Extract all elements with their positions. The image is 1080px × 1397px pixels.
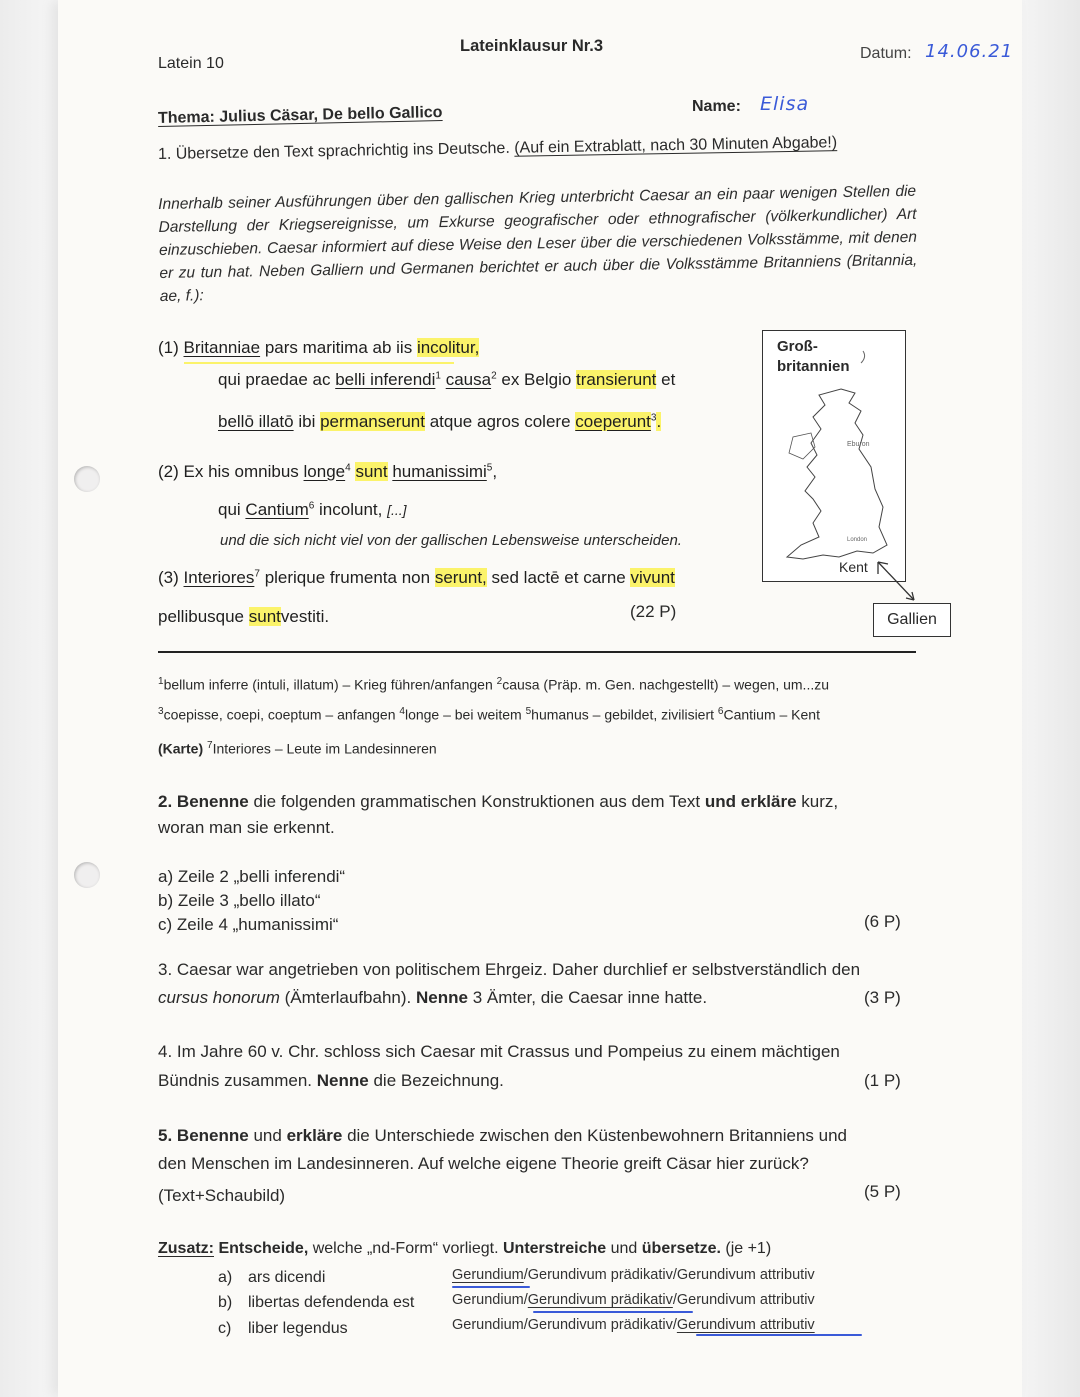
latin-word: qui praedae ac: [218, 370, 331, 389]
zusatz-item-c-phrase: liber legendus: [248, 1320, 348, 1337]
task2-item-b: b) Zeile 3 „bello illato“: [158, 891, 321, 910]
keyword: Nenne: [316, 1071, 369, 1090]
latin-line-4: [158, 462, 497, 482]
student-name: Elisa: [760, 93, 810, 115]
handwritten-underline: [533, 1311, 693, 1313]
divider-line: [158, 651, 916, 653]
footnote-ref: 4: [345, 462, 351, 474]
task4-line-2: [158, 1071, 504, 1091]
latin-word: pellibusque: [158, 607, 245, 626]
latin-line-2: [218, 370, 675, 390]
task-text: und: [610, 1240, 638, 1257]
britain-outline-icon: [763, 331, 905, 581]
exam-title: Lateinklausur Nr.3: [460, 37, 604, 55]
keyword: Entscheide,: [218, 1240, 309, 1257]
punch-hole-top: [74, 466, 100, 492]
option-selected[interactable]: Gerundium: [452, 1267, 524, 1283]
option-selected[interactable]: Gerundivum attributiv: [676, 1317, 815, 1333]
zusatz-item-a-options: [452, 1267, 815, 1283]
name-label: Name:: [692, 98, 741, 115]
footnote-text: longe – bei weitem: [404, 706, 526, 723]
zusatz-item-a-phrase: ars dicendi: [248, 1269, 326, 1286]
topic-heading: Thema: Julius Cäsar, De bello Gallico: [157, 104, 443, 127]
footnote-num: 7: [207, 740, 213, 751]
latin-verb-highlight: vivunt: [630, 568, 675, 587]
task2-item-c: c) Zeile 4 „humanissimi“: [158, 915, 339, 934]
footnote-ref: 1: [435, 370, 441, 382]
task2-line-1: [158, 792, 838, 812]
keyword: Benenne: [176, 792, 249, 811]
footnote-text: Interiores – Leute im Landesinneren: [212, 740, 437, 757]
latin-line-5: [218, 500, 407, 520]
task1-note: (Auf ein Extrablatt, nach 30 Minuten Abgabe!): [514, 134, 838, 157]
kent-label: Kent: [839, 559, 868, 575]
punctuation: ,: [492, 462, 498, 481]
latin-word: Ex his omnibus: [183, 462, 299, 481]
footnote-line-1: [158, 676, 829, 693]
keyword: erkläre: [286, 1126, 343, 1145]
footnote-line-2: [158, 706, 820, 723]
latin-word: belli inferendi: [335, 370, 436, 389]
footnote-ref: 6: [308, 500, 315, 512]
map-tiny-label: Eburon: [847, 441, 870, 448]
sentence-number: (3): [158, 568, 179, 587]
latin-word: atque agros colere: [429, 412, 571, 431]
footnote-bold: (Karte): [158, 740, 204, 757]
footnote-num: 6: [717, 706, 724, 717]
keyword: übersetze.: [641, 1240, 721, 1257]
latin-line-6-german: und die sich nicht viel von der gallischen Lebensweise unterscheiden.: [220, 532, 682, 549]
zusatz-item-b-phrase: libertas defendenda est: [248, 1294, 415, 1311]
zusatz-item-b-letter: b): [218, 1294, 233, 1311]
task4-points: (1 P): [864, 1071, 901, 1090]
footnote-text: bellum inferre (intuli, illatum) – Krieg führen/anfangen: [163, 676, 497, 693]
task1-text: 1. Übersetze den Text sprachrichtig ins Deutsche.: [157, 139, 510, 163]
latin-word: incolunt,: [319, 500, 383, 519]
zusatz-label: Zusatz:: [158, 1240, 214, 1257]
latin-verb-highlight: serunt,: [434, 568, 487, 587]
zusatz-item-c-options: [452, 1317, 815, 1333]
task1-intro: Innerhalb seiner Ausführungen über den gallischen Krieg unterbricht Caesar an ein paar wenigen Stellen die Darstellung der Kriegsereignisse, um Exkurse geografischer oder ethnografischer (völkerkundlicher) Art einzuschieben. Caesar informiert auf diese Weise den Leser über die verschiedenen Volksstämme, mit denen er zu tun hat. Neben Galliern und Germanen berichtet er auch über die Volksstämme Britanniens (Britannia, ae, f.):: [158, 182, 918, 305]
map-tiny-label-london: London: [847, 537, 868, 543]
scan-margin-left: [0, 0, 58, 1397]
task-number: 2.: [158, 792, 173, 811]
handwritten-underline: [696, 1334, 862, 1336]
latin-word: Britanniae: [183, 338, 261, 357]
keyword: erkläre: [740, 792, 797, 811]
latin-verb-highlight: sunt: [248, 607, 281, 626]
task5-line-3: (Text+Schaubild): [158, 1186, 286, 1205]
zusatz-heading: [158, 1240, 771, 1258]
task5-line-1: [158, 1126, 847, 1146]
latin-verb-highlight: permanserunt: [320, 412, 425, 431]
keyword: Benenne: [176, 1126, 249, 1145]
latin-word: sed lactē et carne: [491, 568, 626, 587]
task-number: 5.: [158, 1126, 173, 1145]
latin-line-3: [218, 412, 661, 432]
task-text: die Unterschiede zwischen den Küstenbewohnern Britanniens und: [347, 1126, 848, 1145]
footnote-num: 1: [158, 676, 164, 687]
task2-points: (6 P): [864, 912, 901, 931]
latin-word: bellō illatō: [218, 412, 294, 431]
date-label: Datum:: [860, 45, 912, 62]
footnote-text: humanus – gebildet, zivilisiert: [531, 706, 718, 723]
task-text: Bündnis zusammen.: [158, 1071, 313, 1090]
latin-word: causa: [445, 370, 492, 389]
sentence-number: (1): [158, 338, 179, 357]
latin-verb-highlight: incolitur,: [416, 338, 480, 357]
task3-line-1: 3. Caesar war angetrieben von politischem Ehrgeiz. Daher durchlief er selbstverständlich den: [158, 960, 861, 979]
footnote-num: 3: [158, 706, 164, 717]
task-text: welche „nd-Form“ vorliegt.: [312, 1240, 499, 1257]
task3-line-2: [158, 988, 707, 1008]
latin-line-1: [158, 338, 479, 358]
latin-word: qui: [218, 500, 241, 519]
latin-word: et: [661, 370, 676, 389]
footnote-ref: 3: [650, 412, 657, 424]
latin-verb-highlight: sunt: [355, 462, 388, 481]
latin-word: longe: [303, 462, 346, 481]
latin-word: plerique frumenta non: [264, 568, 431, 587]
footnote-text: coepisse, coepi, coeptum – anfangen: [163, 706, 400, 723]
option-rest[interactable]: /Gerundivum attributiv: [672, 1292, 815, 1308]
course-label: Latein 10: [158, 55, 224, 72]
latin-term: cursus honorum: [158, 988, 280, 1007]
task-text: 3 Ämter, die Caesar inne hatte.: [472, 988, 708, 1007]
task4-line-1: 4. Im Jahre 60 v. Chr. schloss sich Caesar mit Crassus und Pompeius zu einem mächtigen: [158, 1042, 840, 1061]
task2-line-2: woran man sie erkennt.: [158, 818, 335, 837]
keyword: und: [704, 792, 737, 811]
highlight-underline: [184, 362, 454, 364]
zusatz-item-b-options: [452, 1292, 815, 1308]
sentence-number: (2): [158, 462, 179, 481]
latin-line-8: [158, 607, 329, 627]
task5-points: (5 P): [864, 1182, 901, 1201]
task5-line-2: den Menschen im Landesinneren. Auf welche eigene Theorie greift Cäsar hier zurück?: [158, 1154, 809, 1173]
footnote-num: 5: [525, 706, 532, 717]
footnote-text: causa (Präp. m. Gen. nachgestellt) – wegen, um...zu: [502, 676, 830, 693]
zusatz-item-a-letter: a): [218, 1269, 233, 1286]
latin-word: Cantium: [245, 500, 309, 519]
latin-word: ab iis: [372, 338, 413, 357]
latin-word: ex Belgio: [501, 370, 572, 389]
task2-item-a: a) Zeile 2 „belli inferendi“: [158, 867, 346, 886]
task-text: und: [253, 1126, 282, 1145]
punch-hole-bottom: [74, 862, 100, 888]
footnote-num: 4: [399, 706, 405, 717]
latin-word: humanissimi: [392, 462, 487, 481]
task-text: die Bezeichnung.: [373, 1071, 504, 1090]
footnote-ref: 2: [491, 370, 497, 382]
latin-verb-highlight: coeperunt: [575, 412, 651, 431]
keyword: Unterstreiche: [503, 1240, 607, 1257]
option-selected[interactable]: Gerundivum prädikativ: [527, 1292, 673, 1308]
keyword: Nenne: [415, 988, 468, 1007]
task-text: (Ämterlaufbahn).: [284, 988, 412, 1007]
latin-word: Interiores: [183, 568, 255, 587]
gallien-box: Gallien: [873, 603, 951, 637]
option-rest[interactable]: Gerundium/Gerundivum prädikativ/: [452, 1317, 677, 1333]
task-text: (je +1): [725, 1240, 772, 1257]
scan-margin-right: [1022, 0, 1080, 1397]
zusatz-item-c-letter: c): [218, 1320, 232, 1337]
latin-verb-highlight: transierunt: [576, 370, 657, 389]
handwritten-underline: [452, 1286, 530, 1288]
latin-word: ibi: [298, 412, 316, 431]
task1-points: (22 P): [630, 602, 677, 621]
punctuation: .: [656, 412, 662, 431]
footnote-ref: 7: [254, 568, 260, 580]
footnote-ref: 5: [486, 462, 493, 474]
latin-word: pars maritima: [264, 338, 368, 357]
footnote-line-3: [158, 740, 437, 757]
task3-points: (3 P): [864, 988, 901, 1007]
task-text: die folgenden grammatischen Konstruktionen aus dem Text: [253, 792, 701, 811]
ellipsis: [...]: [387, 502, 407, 518]
date-value: 14.06.21: [925, 41, 1014, 62]
map-title: Groß- britannien: [777, 338, 850, 375]
footnote-num: 2: [496, 676, 503, 687]
task-text: kurz,: [801, 792, 839, 811]
latin-line-7: [158, 568, 675, 588]
footnote-text: Cantium – Kent: [723, 706, 820, 723]
latin-word: vestiti.: [280, 607, 330, 626]
option-rest[interactable]: Gerundium/: [452, 1292, 528, 1308]
option-rest[interactable]: /Gerundivum prädikativ/Gerundivum attributiv: [523, 1267, 815, 1283]
britain-map: [762, 330, 906, 582]
